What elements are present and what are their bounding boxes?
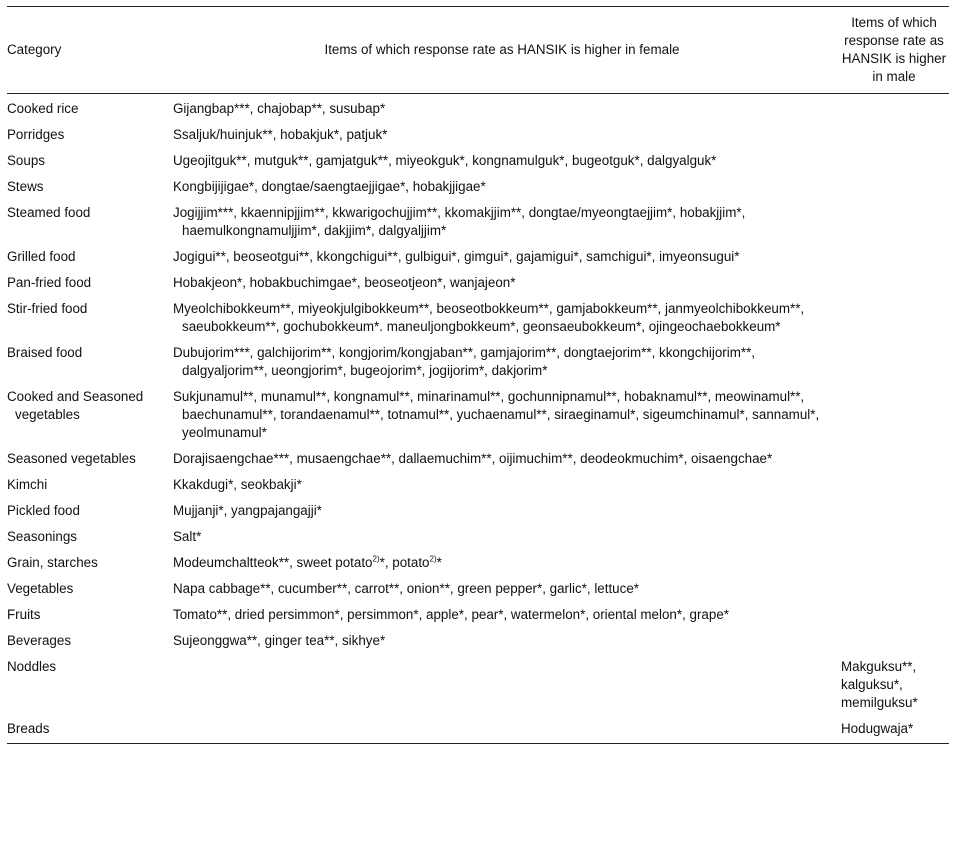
category-cell bbox=[7, 525, 171, 551]
female-items-text: Sukjunamul**, munamul**, kongnamul**, minarinamul**, gochunnipnamul**, hobaknamul**, meowinamul**, baechunamul**, torandaenamul**, totnamul**, yuchaenamul**, siraeginamul*, sigeumchinamul*, sannamul*, yeolmunamul* bbox=[173, 389, 820, 440]
category-cell bbox=[7, 297, 171, 341]
table-row bbox=[7, 123, 949, 149]
male-items-text: Makguksu**, kalguksu*, memilguksu* bbox=[841, 659, 918, 710]
table-header bbox=[7, 7, 949, 94]
table-row bbox=[7, 149, 949, 175]
female-items-text: Myeolchibokkeum**, miyeokjulgibokkeum**, beoseotbokkeum**, gamjabokkeum**, janmyeolchibokkeum**, saeubokkeum**, gochubokkeum*. maneuljongbokkeum*, geonsaeubokkeum*, ojingeochaebokkeum* bbox=[173, 301, 805, 334]
table-row bbox=[7, 525, 949, 551]
category-label: Porridges bbox=[7, 127, 65, 142]
female-items-cell bbox=[171, 525, 833, 551]
female-items-cell bbox=[171, 717, 833, 744]
female-items-text: Napa cabbage**, cucumber**, carrot**, onion**, green pepper*, garlic*, lettuce* bbox=[173, 581, 639, 596]
table-row bbox=[7, 341, 949, 385]
category-cell bbox=[7, 447, 171, 473]
female-items-cell bbox=[171, 629, 833, 655]
male-items-cell bbox=[833, 123, 949, 149]
female-items-text: Mujjanji*, yangpajangajji* bbox=[173, 503, 322, 518]
male-items-cell bbox=[833, 577, 949, 603]
category-cell bbox=[7, 499, 171, 525]
male-items-cell bbox=[833, 94, 949, 124]
male-items-cell bbox=[833, 271, 949, 297]
female-items-cell bbox=[171, 123, 833, 149]
female-items-cell bbox=[171, 551, 833, 577]
table-body bbox=[7, 94, 949, 744]
hansik-response-table bbox=[7, 6, 949, 744]
category-cell bbox=[7, 245, 171, 271]
category-cell bbox=[7, 385, 171, 447]
female-items-text: Tomato**, dried persimmon*, persimmon*, apple*, pear*, watermelon*, oriental melon*, grape* bbox=[173, 607, 729, 622]
header-category: Category bbox=[7, 42, 62, 57]
category-label: Seasonings bbox=[7, 529, 77, 544]
female-items-text: Sujeonggwa**, ginger tea**, sikhye* bbox=[173, 633, 386, 648]
category-label: Cooked rice bbox=[7, 101, 79, 116]
footnote-marker: 2) bbox=[372, 554, 380, 564]
female-items-cell bbox=[171, 175, 833, 201]
female-items-text: Ssaljuk/huinjuk**, hobakjuk*, patjuk* bbox=[173, 127, 388, 142]
table-row bbox=[7, 629, 949, 655]
category-cell bbox=[7, 551, 171, 577]
female-items-text: Gijangbap***, chajobap**, susubap* bbox=[173, 101, 386, 116]
male-items-cell bbox=[833, 655, 949, 717]
table-row bbox=[7, 655, 949, 717]
table-row bbox=[7, 271, 949, 297]
category-label: Fruits bbox=[7, 607, 41, 622]
female-items-cell bbox=[171, 499, 833, 525]
male-items-cell bbox=[833, 525, 949, 551]
category-label: Grain, starches bbox=[7, 555, 98, 570]
male-items-cell bbox=[833, 603, 949, 629]
male-items-cell bbox=[833, 175, 949, 201]
item-text-part: *, potato bbox=[379, 555, 430, 570]
table-row bbox=[7, 603, 949, 629]
female-items-cell bbox=[171, 245, 833, 271]
female-items-cell bbox=[171, 603, 833, 629]
male-items-cell bbox=[833, 629, 949, 655]
category-cell bbox=[7, 629, 171, 655]
female-items-text bbox=[173, 554, 827, 572]
table-row bbox=[7, 499, 949, 525]
male-items-cell bbox=[833, 341, 949, 385]
table-row bbox=[7, 717, 949, 744]
category-cell bbox=[7, 201, 171, 245]
table-row bbox=[7, 94, 949, 124]
table-row bbox=[7, 577, 949, 603]
category-label: Pan-fried food bbox=[7, 275, 92, 290]
female-items-text: Kongbijijigae*, dongtae/saengtaejjigae*, hobakjjigae* bbox=[173, 179, 486, 194]
category-cell bbox=[7, 473, 171, 499]
table-row bbox=[7, 473, 949, 499]
table-row bbox=[7, 385, 949, 447]
category-cell bbox=[7, 655, 171, 717]
category-label: Beverages bbox=[7, 633, 72, 648]
female-items-cell bbox=[171, 447, 833, 473]
category-label: Stews bbox=[7, 179, 44, 194]
female-items-text: Salt* bbox=[173, 529, 202, 544]
female-items-text: Jogijjim***, kkaennipjjim**, kkwarigochujjim**, kkomakjjim**, dongtae/myeongtaejjim*, hobakjjim*, haemulkongnamuljjim*, dakjjim*, dalgyaljjim* bbox=[173, 205, 746, 238]
male-items-cell bbox=[833, 473, 949, 499]
header-female-items: Items of which response rate as HANSIK is higher in female bbox=[324, 42, 680, 57]
female-items-cell bbox=[171, 271, 833, 297]
female-items-cell bbox=[171, 473, 833, 499]
category-label: Noddles bbox=[7, 659, 57, 674]
table-row bbox=[7, 447, 949, 473]
female-items-text: Ugeojitguk**, mutguk**, gamjatguk**, miyeokguk*, kongnamulguk*, bugeotguk*, dalgyalguk* bbox=[173, 153, 717, 168]
category-cell bbox=[7, 94, 171, 124]
header-row bbox=[7, 7, 949, 94]
category-cell bbox=[7, 717, 171, 744]
female-items-cell bbox=[171, 201, 833, 245]
female-items-text: Dorajisaengchae***, musaengchae**, dallaemuchim**, oijimuchim**, deodeokmuchim*, oisaengchae* bbox=[173, 451, 773, 466]
table-row bbox=[7, 297, 949, 341]
hansik-table-container bbox=[7, 6, 949, 744]
category-cell bbox=[7, 603, 171, 629]
category-label: Stir-fried food bbox=[7, 301, 88, 316]
female-items-cell bbox=[171, 577, 833, 603]
female-items-cell bbox=[171, 341, 833, 385]
item-text-part: * bbox=[436, 555, 442, 570]
category-label: Steamed food bbox=[7, 205, 91, 220]
header-male-items: Items of which response rate as HANSIK is higher in male bbox=[841, 15, 947, 84]
category-label: Pickled food bbox=[7, 503, 80, 518]
category-label: Vegetables bbox=[7, 581, 74, 596]
male-items-cell bbox=[833, 499, 949, 525]
male-items-cell bbox=[833, 447, 949, 473]
female-items-cell bbox=[171, 385, 833, 447]
male-items-text: Hodugwaja* bbox=[841, 721, 914, 736]
table-row bbox=[7, 175, 949, 201]
male-items-cell bbox=[833, 201, 949, 245]
footnote-marker: 2) bbox=[429, 554, 437, 564]
table-row bbox=[7, 201, 949, 245]
table-row bbox=[7, 245, 949, 271]
male-items-cell bbox=[833, 149, 949, 175]
female-items-text: Dubujorim***, galchijorim**, kongjorim/kongjaban**, gamjajorim**, dongtaejorim**, kkongchijorim**, dalgyaljorim**, ueongjorim*, bugeojorim*, jogijorim*, dakjorim* bbox=[173, 345, 756, 378]
female-items-text: Jogigui**, beoseotgui**, kkongchigui**, gulbigui*, gimgui*, gajamigui*, samchigui*, imyeonsugui* bbox=[173, 249, 740, 264]
category-label: Braised food bbox=[7, 345, 83, 360]
female-items-text: Kkakdugi*, seokbakji* bbox=[173, 477, 302, 492]
category-cell bbox=[7, 175, 171, 201]
category-cell bbox=[7, 341, 171, 385]
female-items-cell bbox=[171, 297, 833, 341]
male-items-cell bbox=[833, 551, 949, 577]
item-text-part: Modeumchaltteok**, sweet potato bbox=[173, 555, 373, 570]
table-row bbox=[7, 551, 949, 577]
category-label: Cooked and Seasoned vegetables bbox=[7, 389, 144, 422]
category-cell bbox=[7, 123, 171, 149]
female-items-cell bbox=[171, 655, 833, 717]
category-label: Seasoned vegetables bbox=[7, 451, 136, 466]
male-items-cell bbox=[833, 245, 949, 271]
category-label: Grilled food bbox=[7, 249, 76, 264]
male-items-cell bbox=[833, 385, 949, 447]
female-items-text: Hobakjeon*, hobakbuchimgae*, beoseotjeon*, wanjajeon* bbox=[173, 275, 516, 290]
category-cell bbox=[7, 271, 171, 297]
category-label: Breads bbox=[7, 721, 50, 736]
female-items-cell bbox=[171, 149, 833, 175]
male-items-cell bbox=[833, 717, 949, 744]
category-cell bbox=[7, 149, 171, 175]
female-items-cell bbox=[171, 94, 833, 124]
category-label: Kimchi bbox=[7, 477, 48, 492]
category-cell bbox=[7, 577, 171, 603]
category-label: Soups bbox=[7, 153, 45, 168]
male-items-cell bbox=[833, 297, 949, 341]
